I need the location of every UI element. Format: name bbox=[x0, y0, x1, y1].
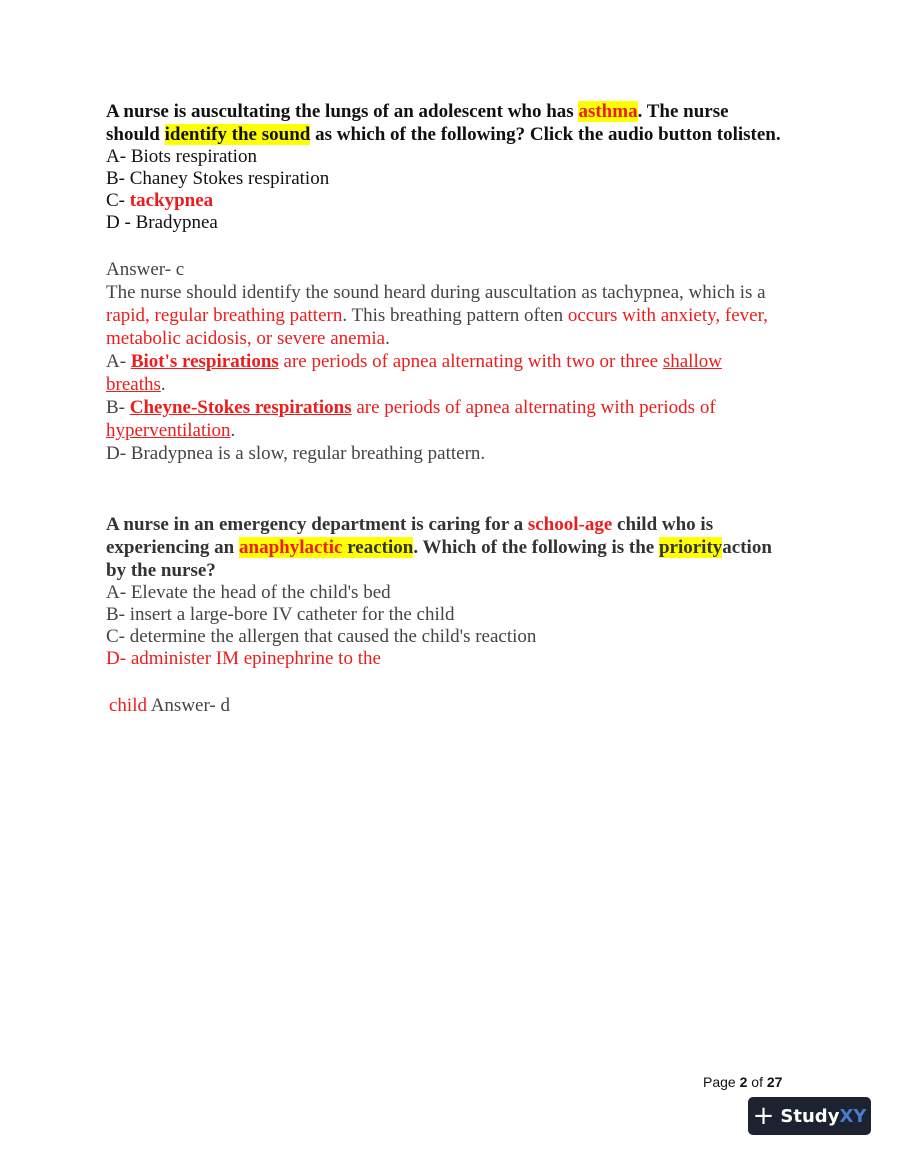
option-text-correct: administer IM epinephrine to the bbox=[130, 648, 381, 669]
q1-rationale bbox=[106, 281, 782, 350]
rationale-underlined: shallow breaths bbox=[106, 351, 722, 395]
q1-option-d bbox=[106, 212, 782, 234]
q1-highlight-asthma: asthma bbox=[578, 101, 638, 122]
q2-stem-text-3: . Which of the following is the bbox=[413, 537, 659, 558]
option-letter: C- bbox=[106, 190, 125, 211]
plus-icon: + bbox=[752, 1101, 775, 1131]
q2-stem-text: A nurse in an emergency department is caring for a bbox=[106, 514, 528, 535]
q1-rationale-b bbox=[106, 396, 782, 442]
brand-name-b: XY bbox=[839, 1105, 867, 1127]
rationale-term: Biot's respirations bbox=[130, 351, 279, 372]
document-page bbox=[106, 100, 782, 717]
rationale-underlined: hyperventilation bbox=[106, 420, 231, 441]
rationale-prefix: B- bbox=[106, 397, 130, 418]
rationale-text: . bbox=[385, 328, 390, 349]
option-text: insert a large-bore IV catheter for the child bbox=[129, 604, 455, 625]
option-text-correct: tackypnea bbox=[129, 190, 214, 211]
option-text: determine the allergen that caused the child's reaction bbox=[129, 626, 537, 647]
rationale-red: are periods of apnea alternating with periods of bbox=[351, 397, 716, 418]
q2-highlight-anaphylactic: anaphylactic bbox=[239, 537, 343, 558]
rationale-prefix: A- bbox=[106, 351, 131, 372]
q2-option-a bbox=[106, 582, 782, 604]
q1-rationale-a bbox=[106, 350, 782, 396]
q1-option-a bbox=[106, 146, 782, 168]
q2-red-school-age: school-age bbox=[527, 514, 613, 535]
q2-highlight-reaction: reaction bbox=[342, 537, 414, 558]
q1-option-c bbox=[106, 190, 782, 212]
option-letter: B- bbox=[106, 604, 125, 625]
q1-highlight-sound: identify the sound bbox=[164, 124, 311, 145]
footer-total-pages: 27 bbox=[766, 1074, 783, 1090]
brand-name-a: Study bbox=[780, 1105, 840, 1127]
q2-highlight-priority: priority bbox=[658, 537, 723, 558]
question-2-stem bbox=[106, 513, 782, 582]
studyxy-logo[interactable] bbox=[748, 1097, 871, 1135]
footer-page-number: 2 bbox=[739, 1074, 748, 1090]
footer-page-word: Page bbox=[703, 1074, 736, 1090]
rationale-red: are periods of apnea alternating with two or three bbox=[278, 351, 663, 372]
rationale-text: . bbox=[230, 420, 236, 441]
rationale-red: rapid, regular breathing pattern bbox=[106, 305, 343, 326]
option-letter: A- bbox=[106, 146, 127, 167]
rationale-text: . This breathing pattern often bbox=[342, 305, 568, 326]
question-1-stem bbox=[106, 100, 782, 146]
rationale-red: occurs with anxiety, fever, metabolic acidosis, or severe anemia bbox=[106, 305, 768, 349]
q2-stem-text-2: child who is experiencing an bbox=[106, 514, 714, 558]
rationale-text: The nurse should identify the sound heard during auscultation as tachypnea, which is a bbox=[106, 282, 766, 303]
option-letter: B- bbox=[106, 168, 125, 189]
option-text: Chaney Stokes respiration bbox=[129, 168, 330, 189]
q2-answer bbox=[106, 694, 782, 717]
footer-of-word: of bbox=[751, 1074, 763, 1090]
q1-stem-text: A nurse is auscultating the lungs of an adolescent who has bbox=[106, 101, 579, 122]
q1-answer: Answer- c bbox=[106, 259, 185, 280]
option-letter: D- bbox=[106, 648, 127, 669]
q2-stem-text-4: action by the nurse? bbox=[106, 537, 772, 581]
q1-rationale-d: D- Bradypnea is a slow, regular breathing pattern. bbox=[106, 443, 486, 464]
q1-stem-text-3: as which of the following? Click the audio button tolisten. bbox=[310, 124, 781, 145]
q2-option-c bbox=[106, 626, 782, 648]
option-text: Bradypnea bbox=[135, 212, 218, 233]
option-letter: C- bbox=[106, 626, 125, 647]
q2-option-b bbox=[106, 604, 782, 626]
q2-option-d bbox=[106, 648, 782, 670]
option-text: Elevate the head of the child's bed bbox=[130, 582, 391, 603]
q1-option-b bbox=[106, 168, 782, 190]
q2-tail-red: child bbox=[109, 695, 147, 716]
brand-name bbox=[780, 1106, 866, 1127]
option-text: Biots respiration bbox=[130, 146, 257, 167]
option-letter: D - bbox=[106, 212, 131, 233]
option-letter: A- bbox=[106, 582, 127, 603]
q1-stem-text-2: . The nurse should bbox=[106, 101, 729, 145]
page-footer bbox=[703, 1074, 782, 1090]
q2-answer-text: Answer- d bbox=[150, 695, 230, 716]
rationale-term: Cheyne-Stokes respirations bbox=[129, 397, 352, 418]
rationale-text: . bbox=[160, 374, 166, 395]
